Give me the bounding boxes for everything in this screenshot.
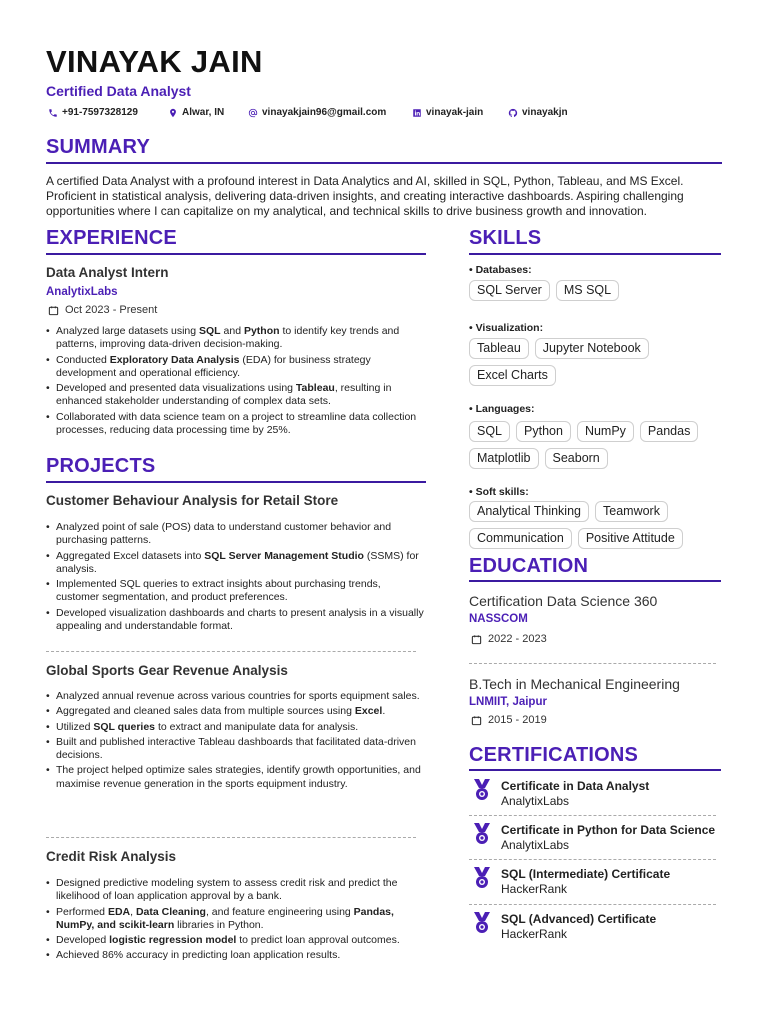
education-divider — [469, 580, 721, 582]
project-1-title: Customer Behaviour Analysis for Retail Store — [46, 493, 339, 508]
certifications-heading: CERTIFICATIONS — [469, 744, 639, 766]
skill-chips-languages — [469, 421, 719, 469]
list-item: • Collaborated with data science team on a project to streamline data collection processes, reducing data processing time by 25%. — [46, 411, 426, 438]
project-separator — [46, 837, 416, 838]
list-item: • Developed and presented data visualizations using Tableau, resulting in enhanced stakeholder understanding of complex data sets. — [46, 382, 426, 409]
medal-icon — [473, 823, 491, 845]
certification-issuer: HackerRank — [501, 927, 568, 941]
skill-chip: SQL — [469, 421, 510, 442]
list-item: • Achieved 86% accuracy in predicting loan application results. — [46, 949, 426, 962]
project-1-bullets — [46, 521, 426, 635]
education-separator — [469, 663, 716, 664]
experience-date-text: Oct 2023 - Present — [65, 304, 158, 316]
education-2-date — [471, 714, 547, 726]
candidate-headline: Certified Data Analyst — [46, 83, 191, 99]
contact-email[interactable] — [248, 107, 386, 118]
education-1-date-text: 2022 - 2023 — [488, 633, 547, 645]
education-heading: EDUCATION — [469, 555, 589, 577]
skill-chip: Communication — [469, 528, 572, 549]
summary-divider — [46, 162, 722, 164]
list-item: • Analyzed point of sale (POS) data to understand customer behavior and purchasing patterns. — [46, 521, 426, 548]
list-item: • Designed predictive modeling system to assess credit risk and predict the likelihood of loan application approval by a bank. — [46, 877, 426, 904]
list-item: • Aggregated and cleaned sales data from multiple sources using Excel. — [46, 705, 426, 718]
at-icon — [248, 108, 258, 118]
github-icon — [508, 108, 518, 118]
experience-title: Data Analyst Intern — [46, 265, 169, 280]
skill-category-soft-skills: • Soft skills: — [469, 486, 529, 498]
certifications-divider — [469, 769, 721, 771]
contact-github[interactable] — [508, 107, 568, 118]
phone-icon — [48, 108, 58, 118]
contact-email-text: vinayakjain96@gmail.com — [262, 107, 387, 118]
linkedin-icon — [412, 108, 422, 118]
skills-heading: SKILLS — [469, 227, 542, 249]
certification-title: Certificate in Python for Data Science — [501, 823, 716, 837]
certification-separator — [469, 815, 716, 816]
skill-chip: Matplotlib — [469, 448, 539, 469]
project-3-bullets — [46, 877, 426, 965]
skill-chips-soft-skills — [469, 501, 719, 549]
certification-title: Certificate in Data Analyst — [501, 779, 650, 793]
list-item: • Developed logistic regression model to predict loan approval outcomes. — [46, 934, 426, 947]
skill-chip: Teamwork — [595, 501, 668, 522]
summary-text: A certified Data Analyst with a profound interest in Data Analytics and AI, skilled in SQL, Python, Tableau, and MS Excel. Proficient in statistical analysis, delivering data-driven insights, and creating interactive dashboards. Aspiring challenging opportunities where I can capitalize on my analytical, and technical skills to drive business growth and innovation. — [46, 174, 684, 218]
skill-chip: Seaborn — [545, 448, 608, 469]
education-2-org: LNMIIT, Jaipur — [469, 696, 547, 708]
medal-icon — [473, 867, 491, 889]
certification-separator — [469, 859, 716, 860]
medal-icon — [473, 912, 491, 934]
skill-category-visualization: • Visualization: — [469, 322, 543, 334]
list-item: • Utilized SQL queries to extract and manipulate data for analysis. — [46, 721, 426, 734]
project-separator — [46, 651, 416, 652]
contact-phone-text: +91-7597328129 — [62, 107, 138, 118]
certification-title: SQL (Advanced) Certificate — [501, 912, 657, 926]
skill-chip: Jupyter Notebook — [535, 338, 649, 359]
skill-chip: Analytical Thinking — [469, 501, 589, 522]
summary-heading: SUMMARY — [46, 136, 150, 158]
certification-title: SQL (Intermediate) Certificate — [501, 867, 671, 881]
medal-icon — [473, 779, 491, 801]
contact-linkedin-text: vinayak-jain — [426, 107, 484, 118]
contact-github-text: vinayakjn — [522, 107, 568, 118]
contact-location-text: Alwar, IN — [182, 107, 225, 118]
calendar-icon — [48, 305, 59, 316]
certification-item — [469, 823, 721, 863]
certification-separator — [469, 904, 716, 905]
skill-chips-visualization — [469, 338, 719, 386]
skill-chip: Tableau — [469, 338, 529, 359]
experience-org: AnalytixLabs — [46, 286, 118, 298]
calendar-icon — [471, 715, 482, 726]
skill-chip: NumPy — [577, 421, 634, 442]
skill-chip: MS SQL — [556, 280, 619, 301]
skill-category-databases: • Databases: — [469, 264, 532, 276]
education-1-org: NASSCOM — [469, 613, 528, 625]
certification-issuer: AnalytixLabs — [501, 794, 570, 808]
project-3-title: Credit Risk Analysis — [46, 849, 177, 864]
projects-divider — [46, 481, 426, 483]
certification-item — [469, 779, 721, 819]
experience-heading: EXPERIENCE — [46, 227, 177, 249]
experience-date — [48, 304, 157, 316]
skill-chips-databases — [469, 280, 719, 301]
projects-heading: PROJECTS — [46, 455, 156, 477]
contact-linkedin[interactable] — [412, 107, 483, 118]
list-item: • Conducted Exploratory Data Analysis (EDA) for business strategy development and operational efficiency. — [46, 354, 426, 381]
certification-issuer: AnalytixLabs — [501, 838, 570, 852]
skills-divider — [469, 253, 721, 255]
skill-chip: Pandas — [640, 421, 698, 442]
calendar-icon — [471, 634, 482, 645]
list-item: • Analyzed annual revenue across various countries for sports equipment sales. — [46, 690, 426, 703]
contact-phone[interactable] — [48, 107, 138, 118]
skill-chip: Excel Charts — [469, 365, 556, 386]
candidate-name: VINAYAK JAIN — [46, 44, 263, 79]
skill-chip: Python — [516, 421, 571, 442]
experience-bullets — [46, 325, 426, 439]
project-2-bullets — [46, 690, 426, 793]
education-2-title: B.Tech in Mechanical Engineering — [469, 676, 680, 692]
list-item: • Analyzed large datasets using SQL and Python to identify key trends and patterns, improving data-driven decision-making. — [46, 325, 426, 352]
skill-category-languages: • Languages: — [469, 403, 535, 415]
project-2-title: Global Sports Gear Revenue Analysis — [46, 663, 288, 678]
education-1-title: Certification Data Science 360 — [469, 593, 658, 609]
list-item: • Performed EDA, Data Cleaning, and feature engineering using Pandas, NumPy, and scikit-learn libraries in Python. — [46, 906, 426, 933]
education-1-date — [471, 633, 547, 645]
experience-divider — [46, 253, 426, 255]
list-item: • The project helped optimize sales strategies, identify growth opportunities, and maximise revenue generation in the sports equipment industry. — [46, 764, 426, 791]
location-pin-icon — [168, 108, 178, 118]
list-item: • Built and published interactive Tableau dashboards that facilitated data-driven decisions. — [46, 736, 426, 763]
skill-chip: Positive Attitude — [578, 528, 683, 549]
education-2-date-text: 2015 - 2019 — [488, 714, 547, 726]
certification-issuer: HackerRank — [501, 882, 568, 896]
skill-chip: SQL Server — [469, 280, 550, 301]
list-item: • Implemented SQL queries to extract insights about purchasing trends, customer segmentation, and product preferences. — [46, 578, 426, 605]
certification-item — [469, 867, 721, 907]
list-item: • Aggregated Excel datasets into SQL Server Management Studio (SSMS) for analysis. — [46, 550, 426, 577]
list-item: • Developed visualization dashboards and charts to present analysis in a visually appealing and understandable format. — [46, 607, 426, 634]
certification-item — [469, 912, 721, 952]
contact-location — [168, 107, 224, 118]
